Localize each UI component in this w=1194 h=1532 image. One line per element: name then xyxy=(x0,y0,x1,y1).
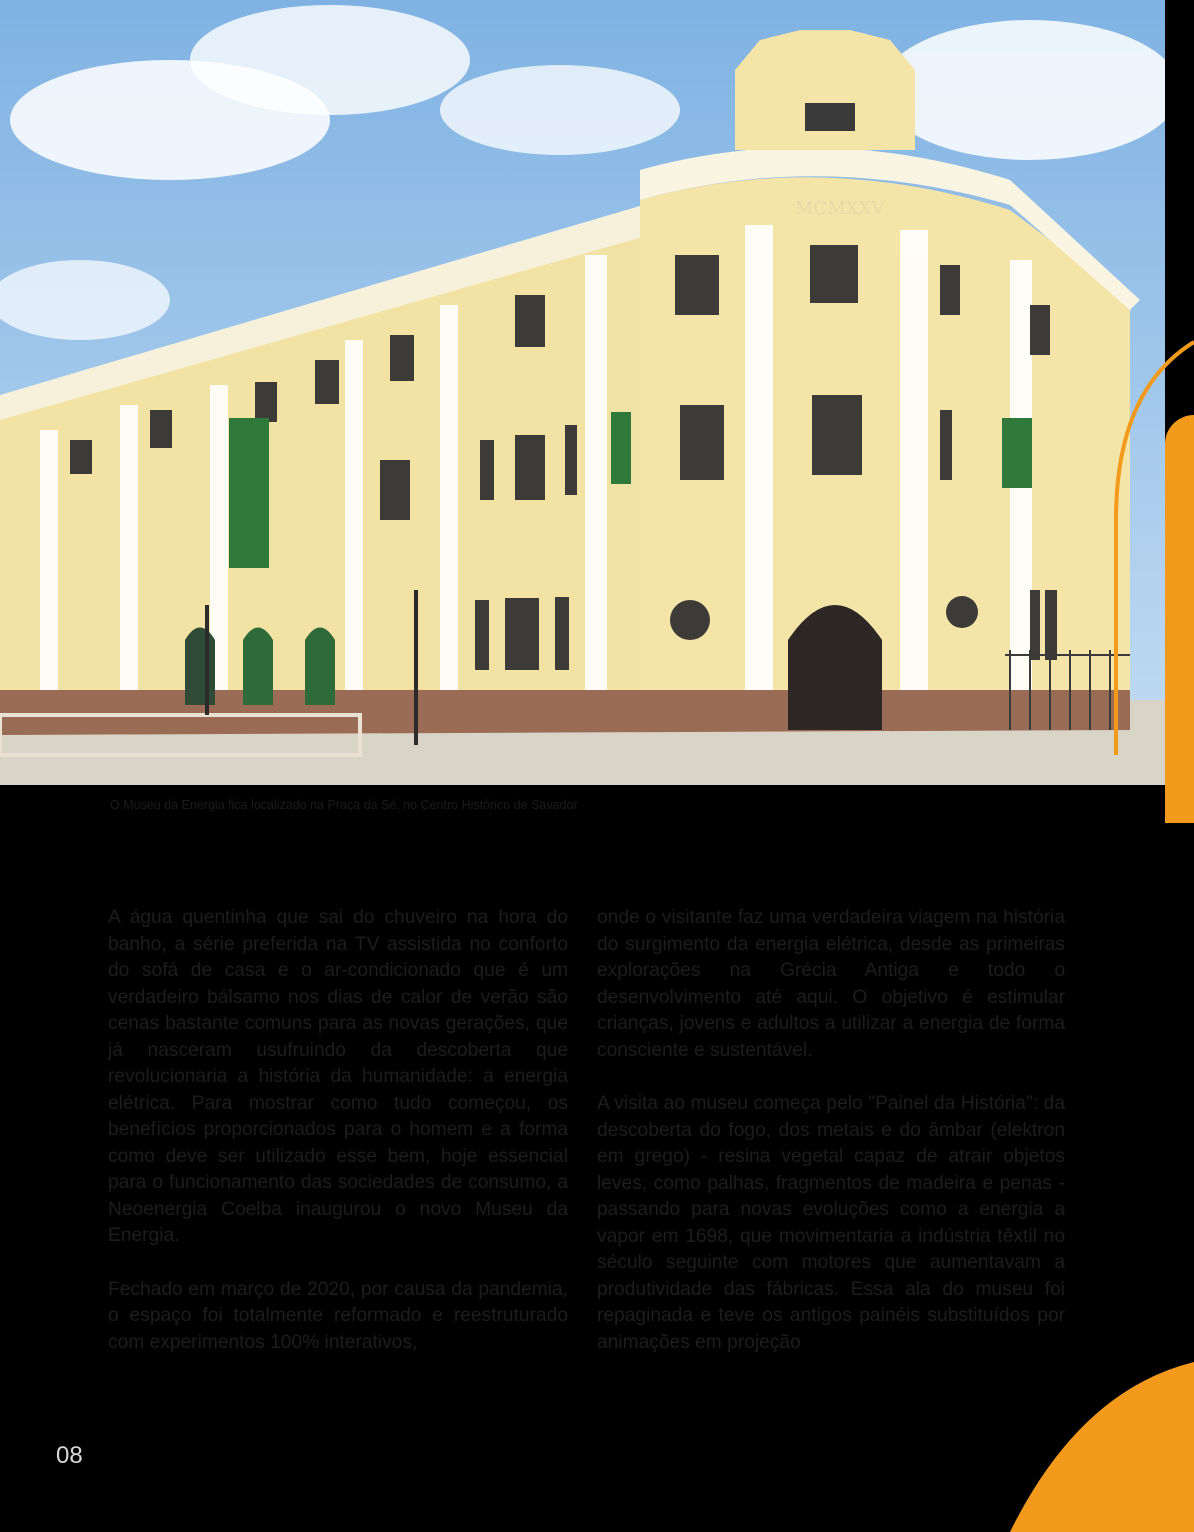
orange-side-bar-decoration xyxy=(1165,415,1194,823)
museum-photo xyxy=(0,0,1165,785)
page-number: 08 xyxy=(56,1442,83,1469)
article-left-column xyxy=(108,905,568,1383)
paragraph: A água quentinha que sai do chuveiro na hora do banho, a série preferida na TV assistida no conforto do sofá de casa e o ar-condicionado que é um verdadeiro bálsamo nos dias de calor de verão são cenas bastante comuns para as novas gerações, que já nasceram usufruindo da descoberta que revolucionaria a história da humanidade: a energia elétrica. Para mostrar como tudo começou, os benefícios proporcionados para o homem e a forma como deve ser utilizado esse bem, hoje essencial para o funcionamento das sociedades de consumo, a Neoenergia Coelba inaugurou o novo Museu da Energia. xyxy=(108,907,568,1246)
paragraph: onde o visitante faz uma verdadeira viagem na história do surgimento da energia elétrica, desde as primeiras explorações na Grécia Antiga e todo o desenvolvimento até aqui. O objetivo é estimular crianças, jovens e adultos a utilizar a energia de forma consciente e sustentável. xyxy=(597,907,1065,1061)
article-right-column xyxy=(597,905,1065,1383)
museum-building-illustration xyxy=(0,0,1165,785)
facade-year-text: MCMXXV xyxy=(795,198,885,219)
paragraph: A visita ao museu começa pelo "Painel da História": da descoberta do fogo, dos metais e do âmbar (elektron em grego) - resina vegetal capaz de atrair objetos leves, como palhas, fragmentos de madeira e penas - passando para novas evoluções como a energia a vapor em 1698, que movimentaria a indústria têxtil no século seguinte com motores que aumentavam a produtividade das fábricas. Essa ala do museu foi repaginada e teve os antigos painéis substituídos por animações em projeção xyxy=(597,1093,1065,1353)
paragraph: Fechado em março de 2020, por causa da pandemia, o espaço foi totalmente reformado e reestruturado com experimentos 100% interativos, xyxy=(108,1278,568,1353)
photo-caption: O Museu da Energia fica localizado na Praça da Sé, no Centro Histórico de Savador xyxy=(110,798,578,812)
